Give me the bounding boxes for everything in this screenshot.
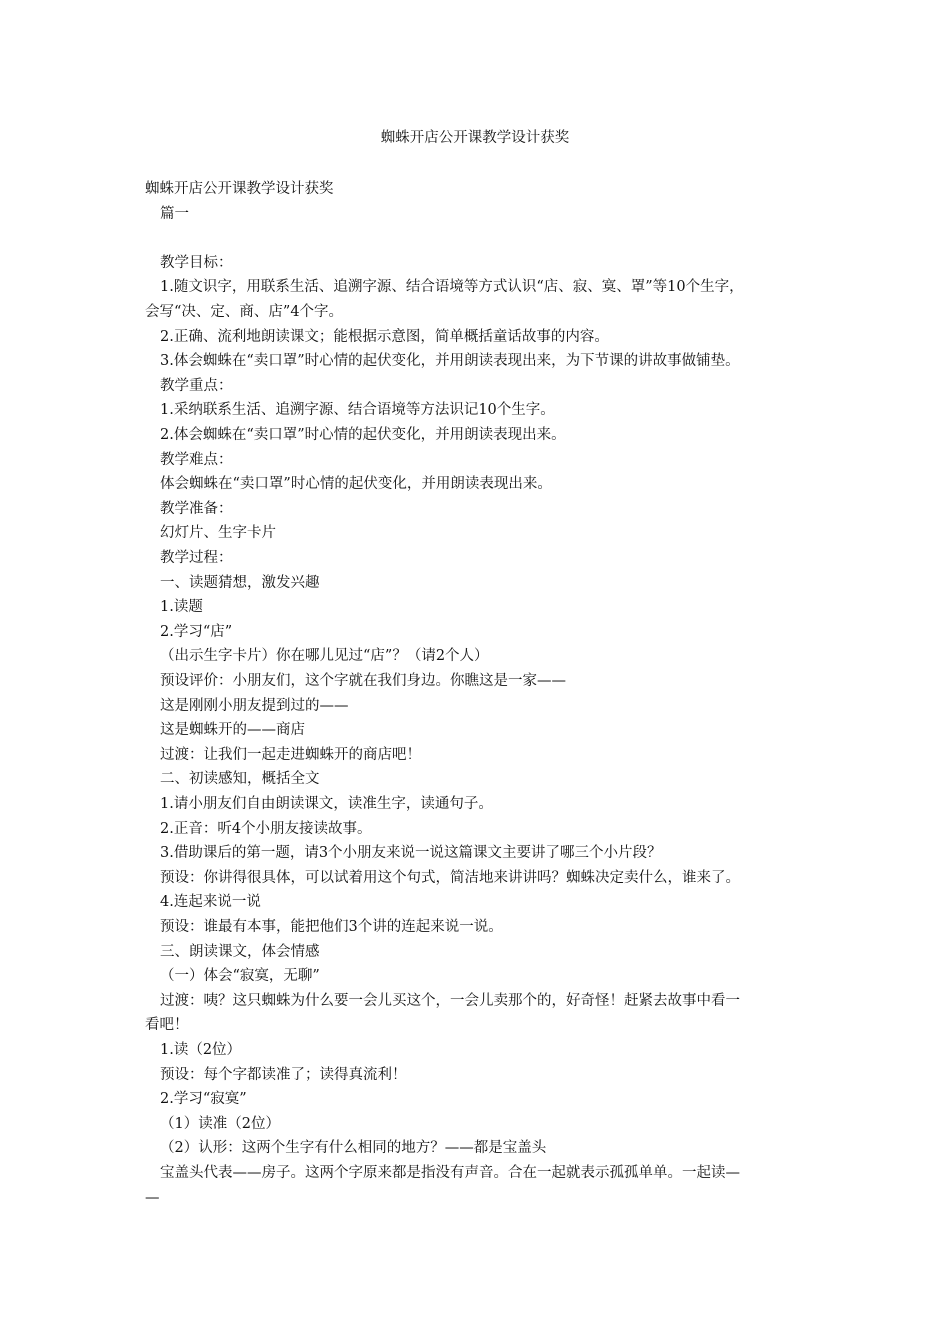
heading-process: 教学过程： (160, 550, 233, 566)
text-line: 过渡：咦？这只蜘蛛为什么要一会儿买这个，一会儿卖那个的，好奇怪！赶紧去故事中看一 (160, 992, 740, 1009)
text-line: 三、朗读课文，体会情感 (160, 943, 320, 960)
heading-difficulties: 教学难点： (160, 451, 233, 468)
text-line: 1.请小朋友们自由朗读课文，读准生字，读通句子。 (160, 796, 493, 812)
heading-preparation: 教学准备： (160, 500, 233, 517)
text-line: 二、初读感知，概括全文 (160, 771, 320, 788)
text-line: 1.读（2位） (160, 1042, 242, 1058)
text-line: 1.采纳联系生活、追溯字源、结合语境等方法识记10个生字。 (160, 402, 555, 419)
text-line: 3.借助课后的第一题，请3个小朋友来说一说这篇课文主要讲了哪三个小片段？ (160, 845, 662, 862)
subtitle-line: 蜘蛛开店公开课教学设计获奖 (145, 181, 334, 197)
text-line: — (145, 1189, 160, 1206)
text-line: 宝盖头代表——房子。这两个字原来都是指没有声音。合在一起就表示孤孤单单。一起读— (160, 1165, 740, 1181)
text-line: 预设：每个字都读准了；读得真流利！ (160, 1066, 407, 1083)
text-line: （出示生字卡片）你在哪儿见过“店”？（请2个人） (160, 648, 489, 665)
text-line: 预设：你讲得很具体，可以试着用这个句式，简洁地来讲讲吗？蜘蛛决定卖什么，谁来了。 (160, 869, 740, 886)
text-line: 过渡：让我们一起走进蜘蛛开的商店吧！ (160, 746, 421, 763)
text-line: 3.体会蜘蛛在“卖口罩”时心情的起伏变化，并用朗读表现出来，为下节课的讲故事做铺垫。 (160, 353, 740, 370)
text-line: （2）认形：这两个生字有什么相同的地方？——都是宝盖头 (160, 1140, 547, 1157)
section-label: 篇一 (160, 205, 189, 222)
text-line: 2.体会蜘蛛在“卖口罩”时心情的起伏变化，并用朗读表现出来。 (160, 427, 566, 443)
text-line: 2.学习“寂寞” (160, 1091, 247, 1108)
heading-key-points: 教学重点： (160, 377, 233, 394)
text-line: 4.连起来说一说 (160, 894, 261, 911)
text-line: （一）体会“寂寞，无聊” (160, 968, 320, 985)
text-line: 这是蜘蛛开的——商店 (160, 722, 305, 739)
text-line: 这是刚刚小朋友提到过的—— (160, 697, 349, 714)
text-line: 预设：谁最有本事，能把他们3个讲的连起来说一说。 (160, 919, 503, 935)
text-line: 1.读题 (160, 599, 203, 616)
text-line: 会写“决、定、商、店”4个字。 (145, 304, 344, 320)
document-title: 蜘蛛开店公开课教学设计获奖 (380, 130, 570, 146)
text-line: 看吧！ (145, 1017, 189, 1034)
text-line: 2.正确、流利地朗读课文；能根据示意图，简单概括童话故事的内容。 (160, 328, 609, 345)
text-line: 一、读题猜想，激发兴趣 (160, 574, 320, 591)
text-line: 1.随文识字，用联系生活、追溯字源、结合语境等方式认识“店、寂、寞、罩”等10个生字， (160, 279, 744, 296)
text-line: 预设评价：小朋友们，这个字就在我们身边。你瞧这是一家—— (160, 673, 566, 689)
text-line: （1）读准（2位） (160, 1115, 280, 1132)
text-line: 体会蜘蛛在“卖口罩”时心情的起伏变化，并用朗读表现出来。 (160, 476, 552, 493)
text-line: 幻灯片、生字卡片 (160, 525, 276, 542)
text-line: 2.正音：听4个小朋友接读故事。 (160, 820, 372, 837)
heading-objectives: 教学目标： (160, 254, 233, 271)
text-line: 2.学习“店” (160, 623, 233, 640)
